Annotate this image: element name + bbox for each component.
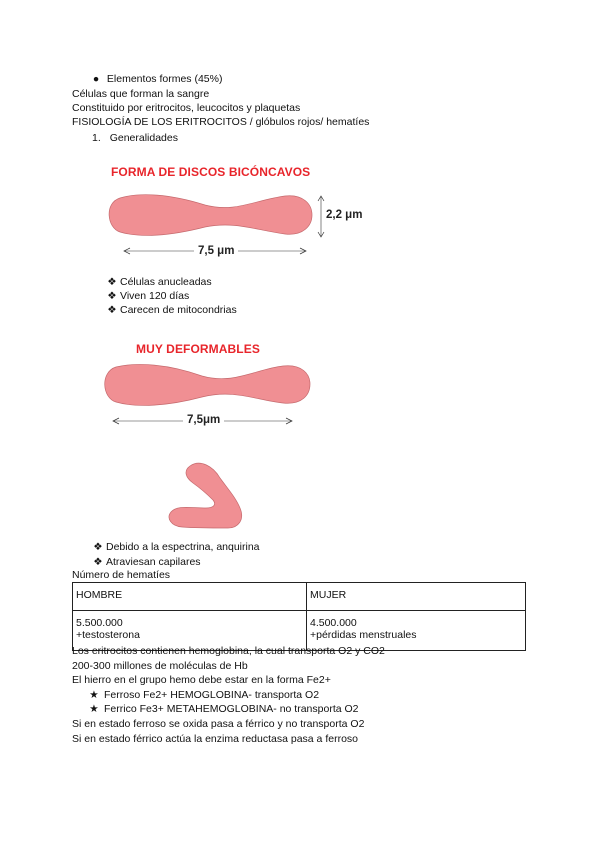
section-heading: FISIOLOGÍA DE LOS ERITROCITOS / glóbulos rojos/ hematíes xyxy=(72,116,370,128)
text-line: Los eritrocitos contienen hemoglobina, la cual transporta O2 y CO2 xyxy=(72,645,385,657)
text-line: El hierro en el grupo hemo debe estar en la forma Fe2+ xyxy=(72,674,331,686)
width-label: 7,5μm xyxy=(183,414,224,426)
height-label: 2,2 μm xyxy=(326,209,363,221)
star-bullet-icon: ★ xyxy=(89,689,99,701)
table-title: Número de hematíes xyxy=(72,569,171,581)
figure2-title: MUY DEFORMABLES xyxy=(136,342,260,356)
diamond-bullet-icon: ❖ xyxy=(107,290,117,302)
star-item: ★ Ferrico Fe3+ METAHEMOGLOBINA- no transporta O2 xyxy=(86,703,359,716)
diamond-bullet-icon: ❖ xyxy=(107,304,117,316)
star-bullet-icon: ★ xyxy=(89,703,99,715)
diamond-bullet-icon: ❖ xyxy=(93,541,103,553)
table-header-row xyxy=(73,583,526,611)
text-line: 200-300 millones de moléculas de Hb xyxy=(72,660,248,672)
diamond-bullet-icon: ❖ xyxy=(107,276,117,288)
list-item: ❖ Carecen de mitocondrias xyxy=(104,304,237,317)
cell-value: 4.500.000 xyxy=(310,617,357,629)
width-label: 7,5 μm xyxy=(194,245,238,257)
deformable-cell-shape xyxy=(105,364,310,405)
figure1-title: FORMA DE DISCOS BICÓNCAVOS xyxy=(111,165,311,179)
numbered-marker: 1. xyxy=(92,132,101,144)
numbered-text: Generalidades xyxy=(109,132,178,144)
list-item: ❖ Atraviesan capilares xyxy=(90,556,201,569)
diamond-bullet-icon: ❖ xyxy=(93,556,103,568)
list-item: ❖ Viven 120 días xyxy=(104,290,189,303)
text-line: Células que forman la sangre xyxy=(72,88,210,100)
bullet-dot-icon: ● xyxy=(92,73,100,85)
folded-cell-shape xyxy=(169,463,242,528)
table-header-cell: HOMBRE xyxy=(73,583,307,611)
bullet-text: Elementos formes (45%) xyxy=(106,73,223,85)
star-item: ★ Ferroso Fe2+ HEMOGLOBINA- transporta O2 xyxy=(86,689,319,702)
hematies-table xyxy=(72,582,526,651)
cell-note: +pérdidas menstruales xyxy=(310,629,417,641)
table-header-cell: MUJER xyxy=(307,583,526,611)
list-item: ❖ Células anucleadas xyxy=(104,276,212,289)
text-line: Si en estado férrico actúa la enzima reductasa pasa a ferroso xyxy=(72,733,358,745)
cell-note: +testosterona xyxy=(76,629,140,641)
text-line: Constituido por eritrocitos, leucocitos y plaquetas xyxy=(72,102,301,114)
text-line: Si en estado ferroso se oxida pasa a férrico y no transporta O2 xyxy=(72,718,365,730)
list-item: ❖ Debido a la espectrina, anquirina xyxy=(90,541,260,554)
cell-value: 5.500.000 xyxy=(76,617,123,629)
